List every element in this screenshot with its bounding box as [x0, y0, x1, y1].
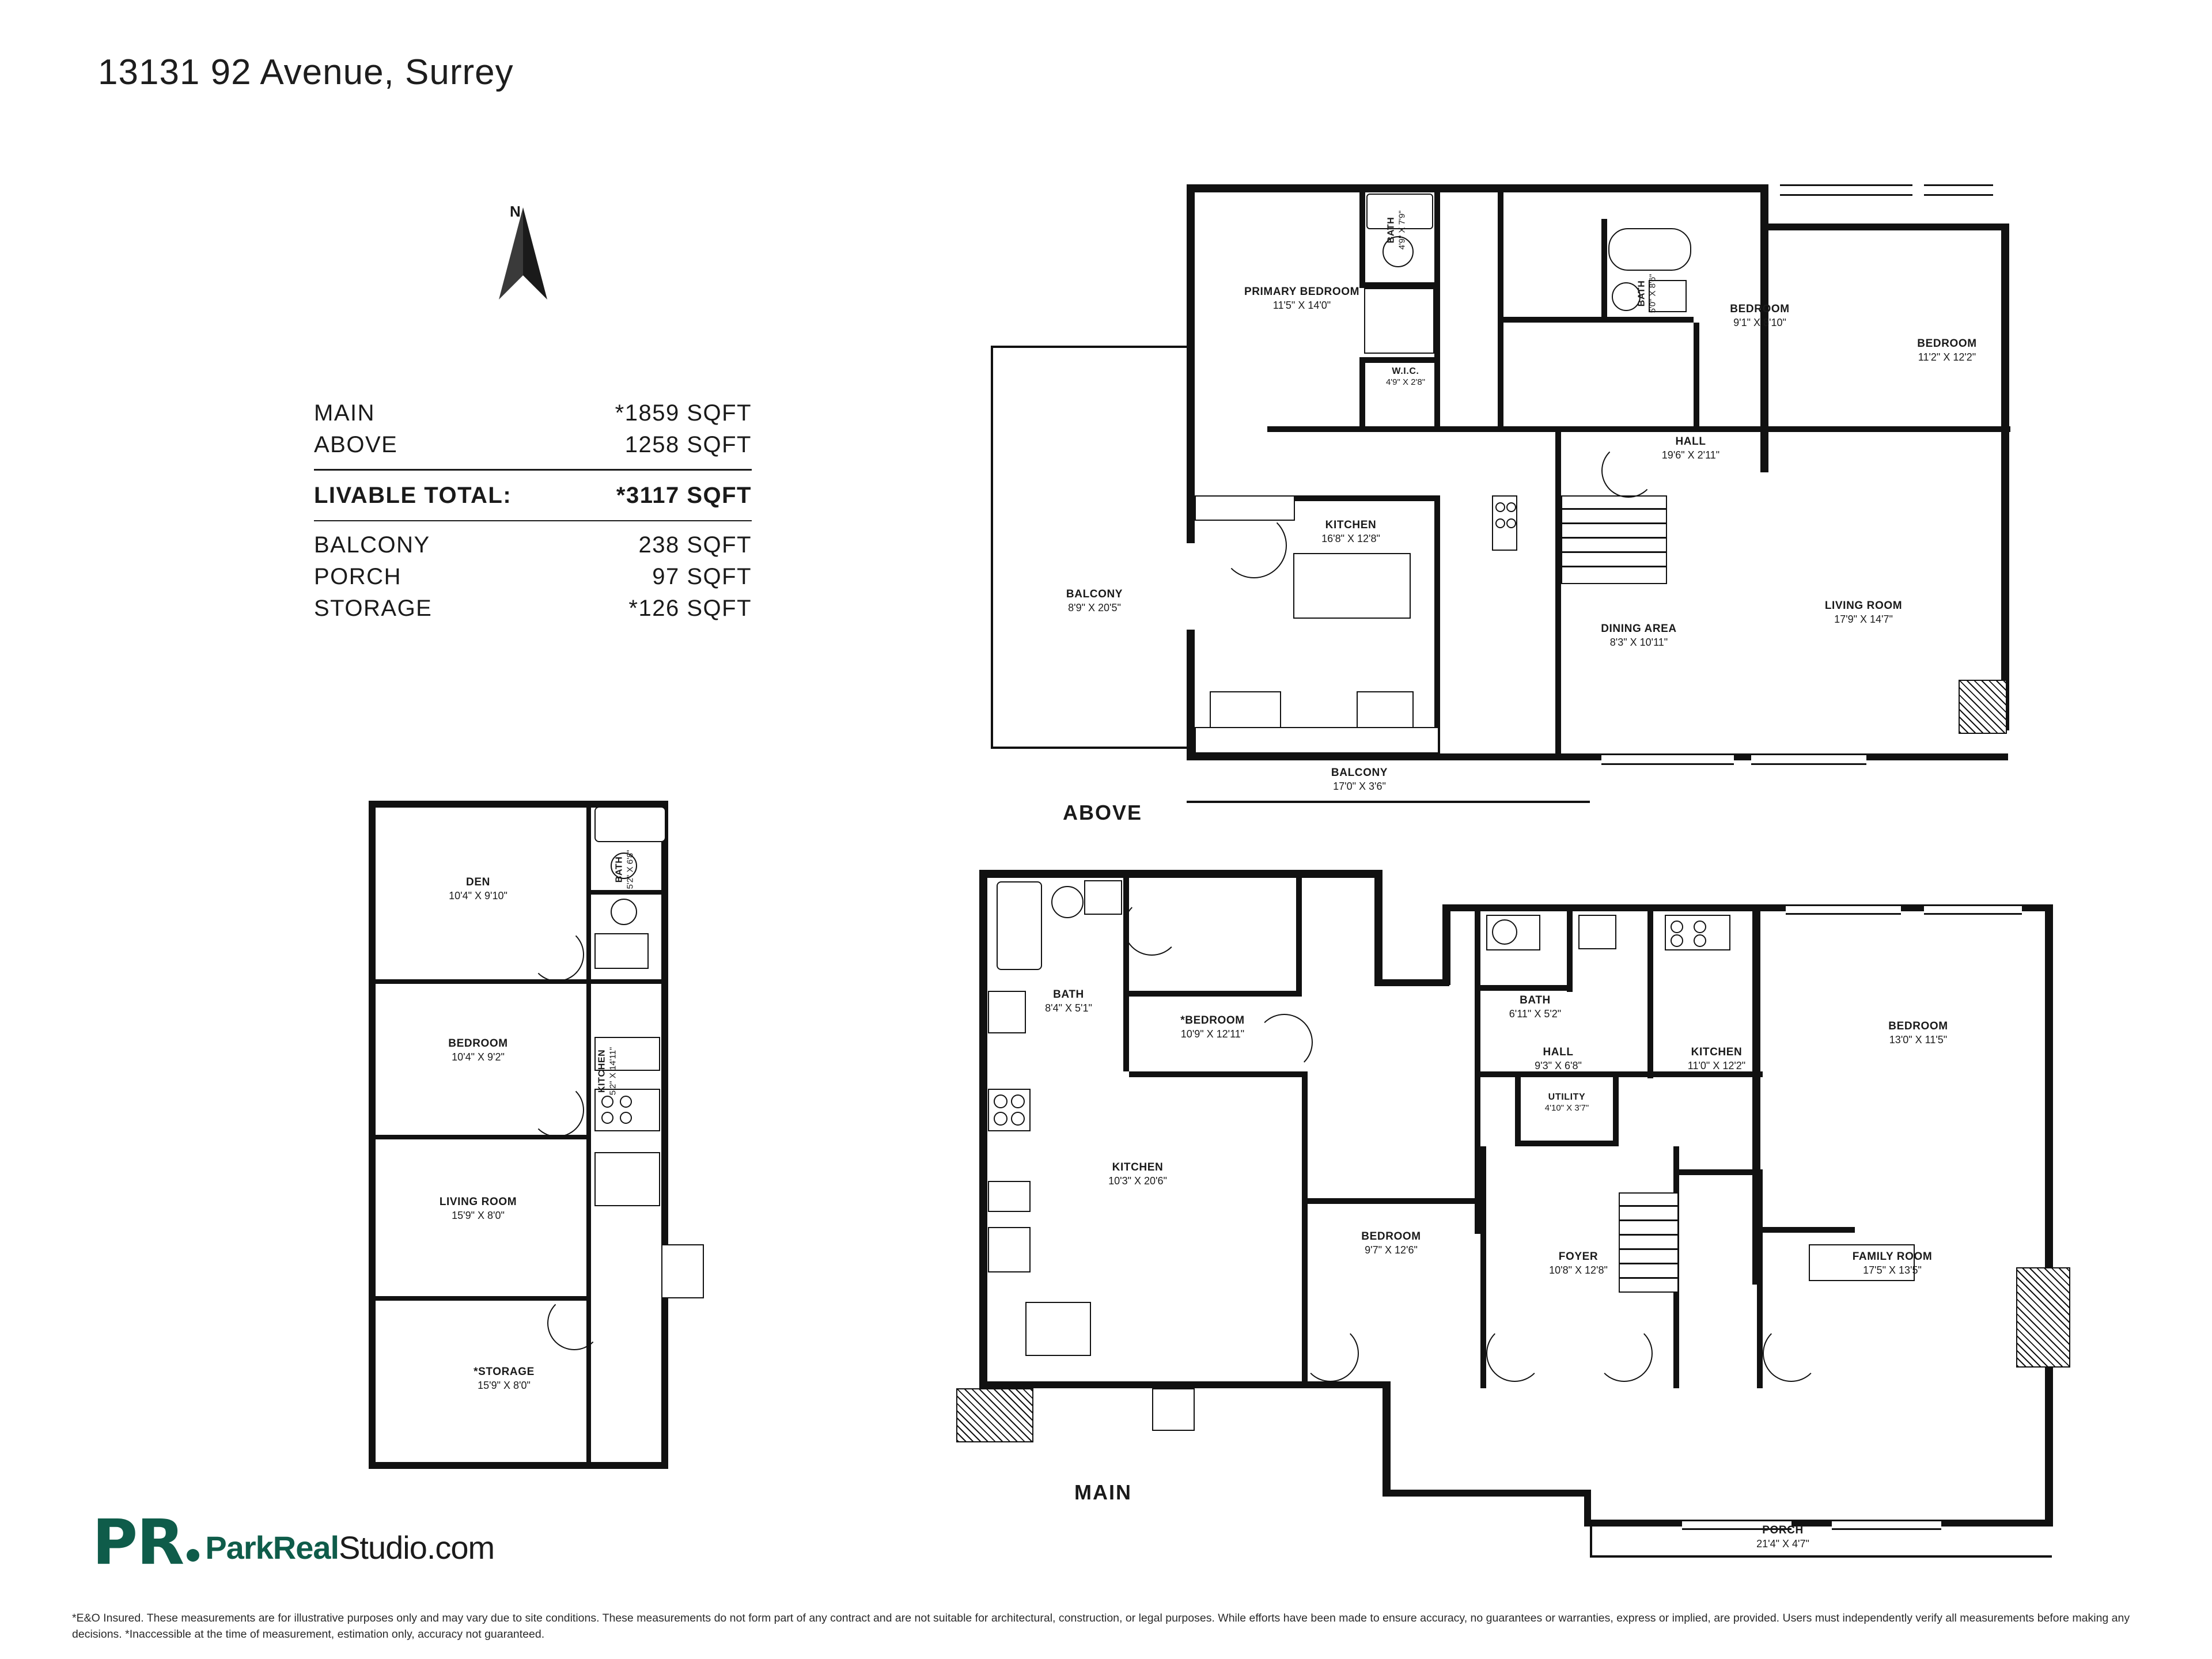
room-bedroom-main-2: BEDROOM 9'7" X 12'6"	[1361, 1230, 1421, 1256]
north-label: N	[510, 203, 521, 220]
area-summary-table	[314, 397, 752, 624]
room-storage: *STORAGE 15'9" X 8'0"	[474, 1366, 535, 1391]
room-bath-detached: BATH 5'2" X 6'8"	[614, 850, 635, 889]
disclaimer-text: *E&O Insured. These measurements are for illustrative purposes only and may vary due to site conditions. These measurements do not form part of any contract and are not suitable for architectural, construction, or legal purposes. While efforts have been made to ensure accuracy, no guarantees or warranties, express or implied, are provided. Users must independently verify all measurements before making any decisions. *Inaccessible at the time of measurement, estimation only, accuracy not guaranteed.	[72, 1612, 2130, 1641]
area-label-storage: STORAGE	[314, 595, 433, 621]
room-family-room: FAMILY ROOM 17'5" X 13'5"	[1852, 1251, 1933, 1276]
logo-dot-icon	[187, 1549, 199, 1562]
room-kitchen-above: KITCHEN 16'8" X 12'8"	[1321, 519, 1380, 544]
room-bedroom-main-1: *BEDROOM 10'9" X 12'11"	[1180, 1014, 1245, 1040]
area-row-balcony	[314, 529, 752, 561]
room-bedroom-detached: BEDROOM 10'4" X 9'2"	[448, 1037, 508, 1063]
logo-mark: PR	[92, 1507, 184, 1579]
room-utility: UTILITY 4'10" X 3'7"	[1544, 1092, 1589, 1113]
area-value-total: *3117 SQFT	[616, 483, 752, 509]
area-label-total: LIVABLE TOTAL:	[314, 483, 512, 509]
north-arrow-icon	[484, 202, 565, 305]
room-kitchen-main-center: KITCHEN 11'0" X 12'2"	[1687, 1046, 1746, 1071]
room-foyer: FOYER 10'8" X 12'8"	[1549, 1251, 1608, 1276]
logo-wordmark	[205, 1529, 494, 1571]
brand-logo[interactable]	[92, 1507, 495, 1579]
room-living-room-detached: LIVING ROOM 15'9" X 8'0"	[439, 1196, 517, 1221]
room-dining-area: DINING AREA 8'3" X 10'11"	[1601, 623, 1677, 648]
area-row-total	[314, 480, 752, 512]
divider-bottom	[314, 520, 752, 521]
room-hall-main: HALL 9'3" X 6'8"	[1535, 1046, 1582, 1071]
room-primary-bedroom: PRIMARY BEDROOM 11'5" X 14'0"	[1244, 286, 1360, 311]
room-bath-main-left: BATH 8'4" X 5'1"	[1045, 988, 1092, 1014]
room-kitchen-detached: KITCHEN 5'2" X 14'11"	[597, 1047, 618, 1096]
area-row-porch	[314, 561, 752, 593]
room-bedroom-main-east: BEDROOM 13'0" X 11'5"	[1888, 1020, 1948, 1046]
room-porch: PORCH 21'4" X 4'7"	[1756, 1524, 1809, 1550]
caption-main: MAIN	[1074, 1480, 1132, 1504]
area-row-storage	[314, 593, 752, 624]
logo-wordmark-rest: Studio.com	[339, 1529, 495, 1566]
area-label-above: ABOVE	[314, 432, 398, 458]
caption-above: ABOVE	[1063, 801, 1143, 824]
room-bedroom-2: BEDROOM 9'1" X 8'10"	[1730, 303, 1790, 328]
floorplan-above	[979, 173, 2016, 795]
room-den: DEN 10'4" X 9'10"	[449, 876, 507, 902]
room-bath-hall: BATH 5'0" X 8'6"	[1637, 274, 1658, 313]
page-title: 13131 92 Avenue, Surrey	[98, 52, 514, 92]
area-row-main	[314, 397, 752, 429]
room-bedroom-3: BEDROOM 11'2" X 12'2"	[1917, 338, 1977, 363]
room-living-room-above: LIVING ROOM 17'9" X 14'7"	[1824, 600, 1903, 625]
room-bath-main-center: BATH 6'11" X 5'2"	[1509, 994, 1562, 1020]
area-value-above: 1258 SQFT	[624, 432, 752, 458]
area-label-porch: PORCH	[314, 563, 402, 589]
floorplan-detached	[357, 789, 726, 1480]
area-value-storage: *126 SQFT	[628, 595, 752, 621]
area-label-main: MAIN	[314, 400, 375, 426]
area-label-balcony: BALCONY	[314, 532, 430, 558]
room-wic: W.I.C. 4'9" X 2'8"	[1385, 366, 1426, 387]
room-bath-primary: BATH 4'9" X 7'9"	[1386, 210, 1407, 250]
room-kitchen-main-left: KITCHEN 10'3" X 20'6"	[1108, 1161, 1167, 1187]
area-value-porch: 97 SQFT	[652, 563, 752, 589]
area-value-main: *1859 SQFT	[615, 400, 752, 426]
room-balcony-west: BALCONY 8'9" X 20'5"	[1066, 588, 1123, 613]
logo-wordmark-bold: ParkReal	[205, 1529, 339, 1566]
area-row-above	[314, 429, 752, 461]
area-value-balcony: 238 SQFT	[638, 532, 752, 558]
room-hall-above: HALL 19'6" X 2'11"	[1661, 435, 1720, 461]
room-balcony-south: BALCONY 17'0" X 3'6"	[1331, 767, 1388, 792]
divider-top	[314, 469, 752, 471]
